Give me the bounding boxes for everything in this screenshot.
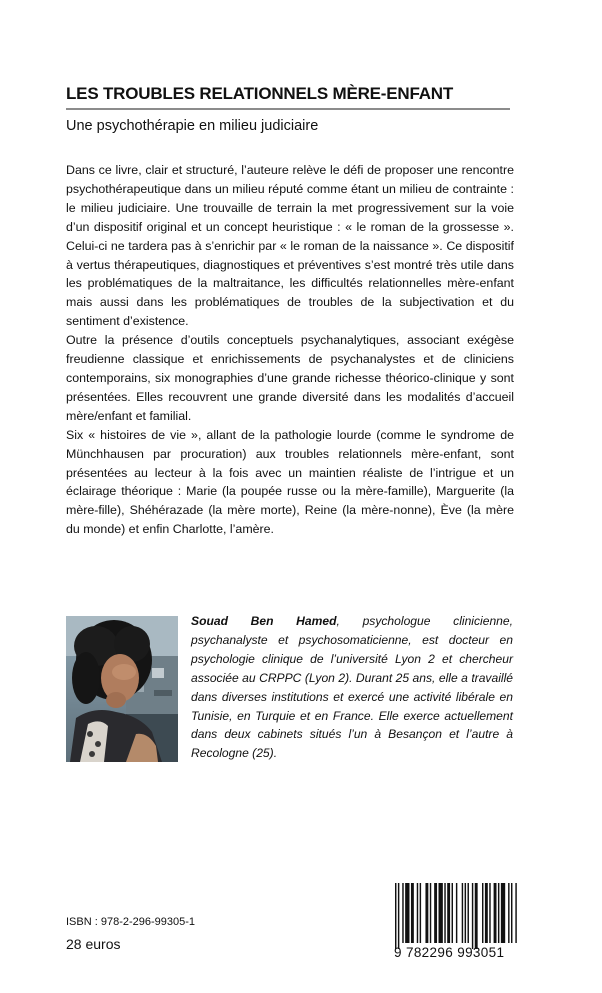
barcode-bar xyxy=(411,883,414,943)
barcode-bar xyxy=(475,883,478,949)
summary-paragraph-1: Dans ce livre, clair et structuré, l’auteure relève le défi de proposer une rencontre psychothérapeutique dans un milieu réputé comme étant un milieu de contrainte : le milieu judiciaire. Une trouvaille de terrain la met progressivement sur la voie d’un dispositif original et un concept heuristique : « le roman de la grossesse ». Celui-ci ne tardera pas à s’enrichir par « le roman de la naissance ». Ce dispositif à vertus thérapeutiques, diagnostiques et préventives s’est montré très utile dans les problématiques de la maltraitance, les difficultés relationnelles mère-enfant mais aussi dans les problématiques de troubles de la subjectivation et du sentiment d’existence. xyxy=(66,163,514,329)
barcode xyxy=(393,883,518,953)
barcode-bar xyxy=(420,883,421,943)
author-name: Souad Ben Hamed xyxy=(191,614,337,628)
barcode-bar xyxy=(425,883,428,943)
barcode-bar xyxy=(482,883,483,943)
author-photo xyxy=(66,616,178,762)
summary-paragraph-3: Six « histoires de vie », allant de la pathologie lourde (comme le syndrome de Münchhausen par procuration) aux troubles relationnels mère-enfant, sont présentées au lecteur à la fois avec un maintien réaliste de l’intrigue et un éclairage théorique : Marie (la poupée russe ou la mère-famille), Marguerite (la mère-fille), Shéhérazade (la mère morte), Reine (la mère-nonne), Ève (la mère du monde) et enfin Charlotte, l’amère. xyxy=(66,427,514,537)
book-subtitle: Une psychothérapie en milieu judiciaire xyxy=(66,118,319,134)
barcode-bar xyxy=(434,883,437,943)
barcode-bar xyxy=(452,883,453,943)
barcode-bar xyxy=(417,883,418,943)
barcode-bar xyxy=(447,883,450,943)
barcode-bar xyxy=(395,883,396,949)
barcode-bar xyxy=(472,883,473,949)
barcode-bar xyxy=(456,883,457,943)
barcode-bar xyxy=(501,883,505,943)
barcode-bar xyxy=(468,883,469,943)
title-rule xyxy=(66,108,510,110)
barcode-bar xyxy=(405,883,409,943)
barcode-bar xyxy=(489,883,490,943)
barcode-bar xyxy=(398,883,399,949)
book-title: LES TROUBLES RELATIONNELS MÈRE-ENFANT xyxy=(66,84,454,103)
isbn-text: ISBN : 978-2-296-99305-1 xyxy=(66,916,196,928)
barcode-bar xyxy=(485,883,488,943)
barcode-bar xyxy=(430,883,431,943)
barcode-bar xyxy=(462,883,463,943)
author-bio-text: , psychologue clinicienne, psychanalyste et psychosomaticienne, est docteur en psychologie clinique de l’université Lyon 2 et chercheur associée au CRPPC (Lyon 2). Durant 25 ans, elle a travaillé dans diverses institutions et exercé une activité libérale en Tunisie, en Turquie et en France. Elle exerce actuellement dans deux cabinets situés l’un à Besançon et l’autre à Recologne (25). xyxy=(191,614,513,761)
barcode-bar xyxy=(515,883,516,943)
barcode-bar xyxy=(511,883,512,943)
barcode-bar xyxy=(508,883,509,943)
barcode-bar xyxy=(494,883,497,943)
barcode-bar xyxy=(465,883,466,943)
summary-paragraph-2: Outre la présence d’outils conceptuels psychanalytiques, associant exégèse freudienne classique et enrichissements de psychanalystes et de cliniciens contemporains, six monographies d’une grande richesse théorico-clinique y sont présentées. Elles recouvrent une grande diversité dans les modalités d’accueil mère/enfant et familial. xyxy=(66,333,514,423)
price-text: 28 euros xyxy=(66,936,121,952)
barcode-digits: 9 782296 993051 xyxy=(394,945,505,960)
summary-text xyxy=(66,161,514,539)
author-bio xyxy=(191,612,513,763)
barcode-bar xyxy=(439,883,443,943)
barcode-bar xyxy=(402,883,403,943)
barcode-bar xyxy=(444,883,445,943)
barcode-bar xyxy=(498,883,499,943)
